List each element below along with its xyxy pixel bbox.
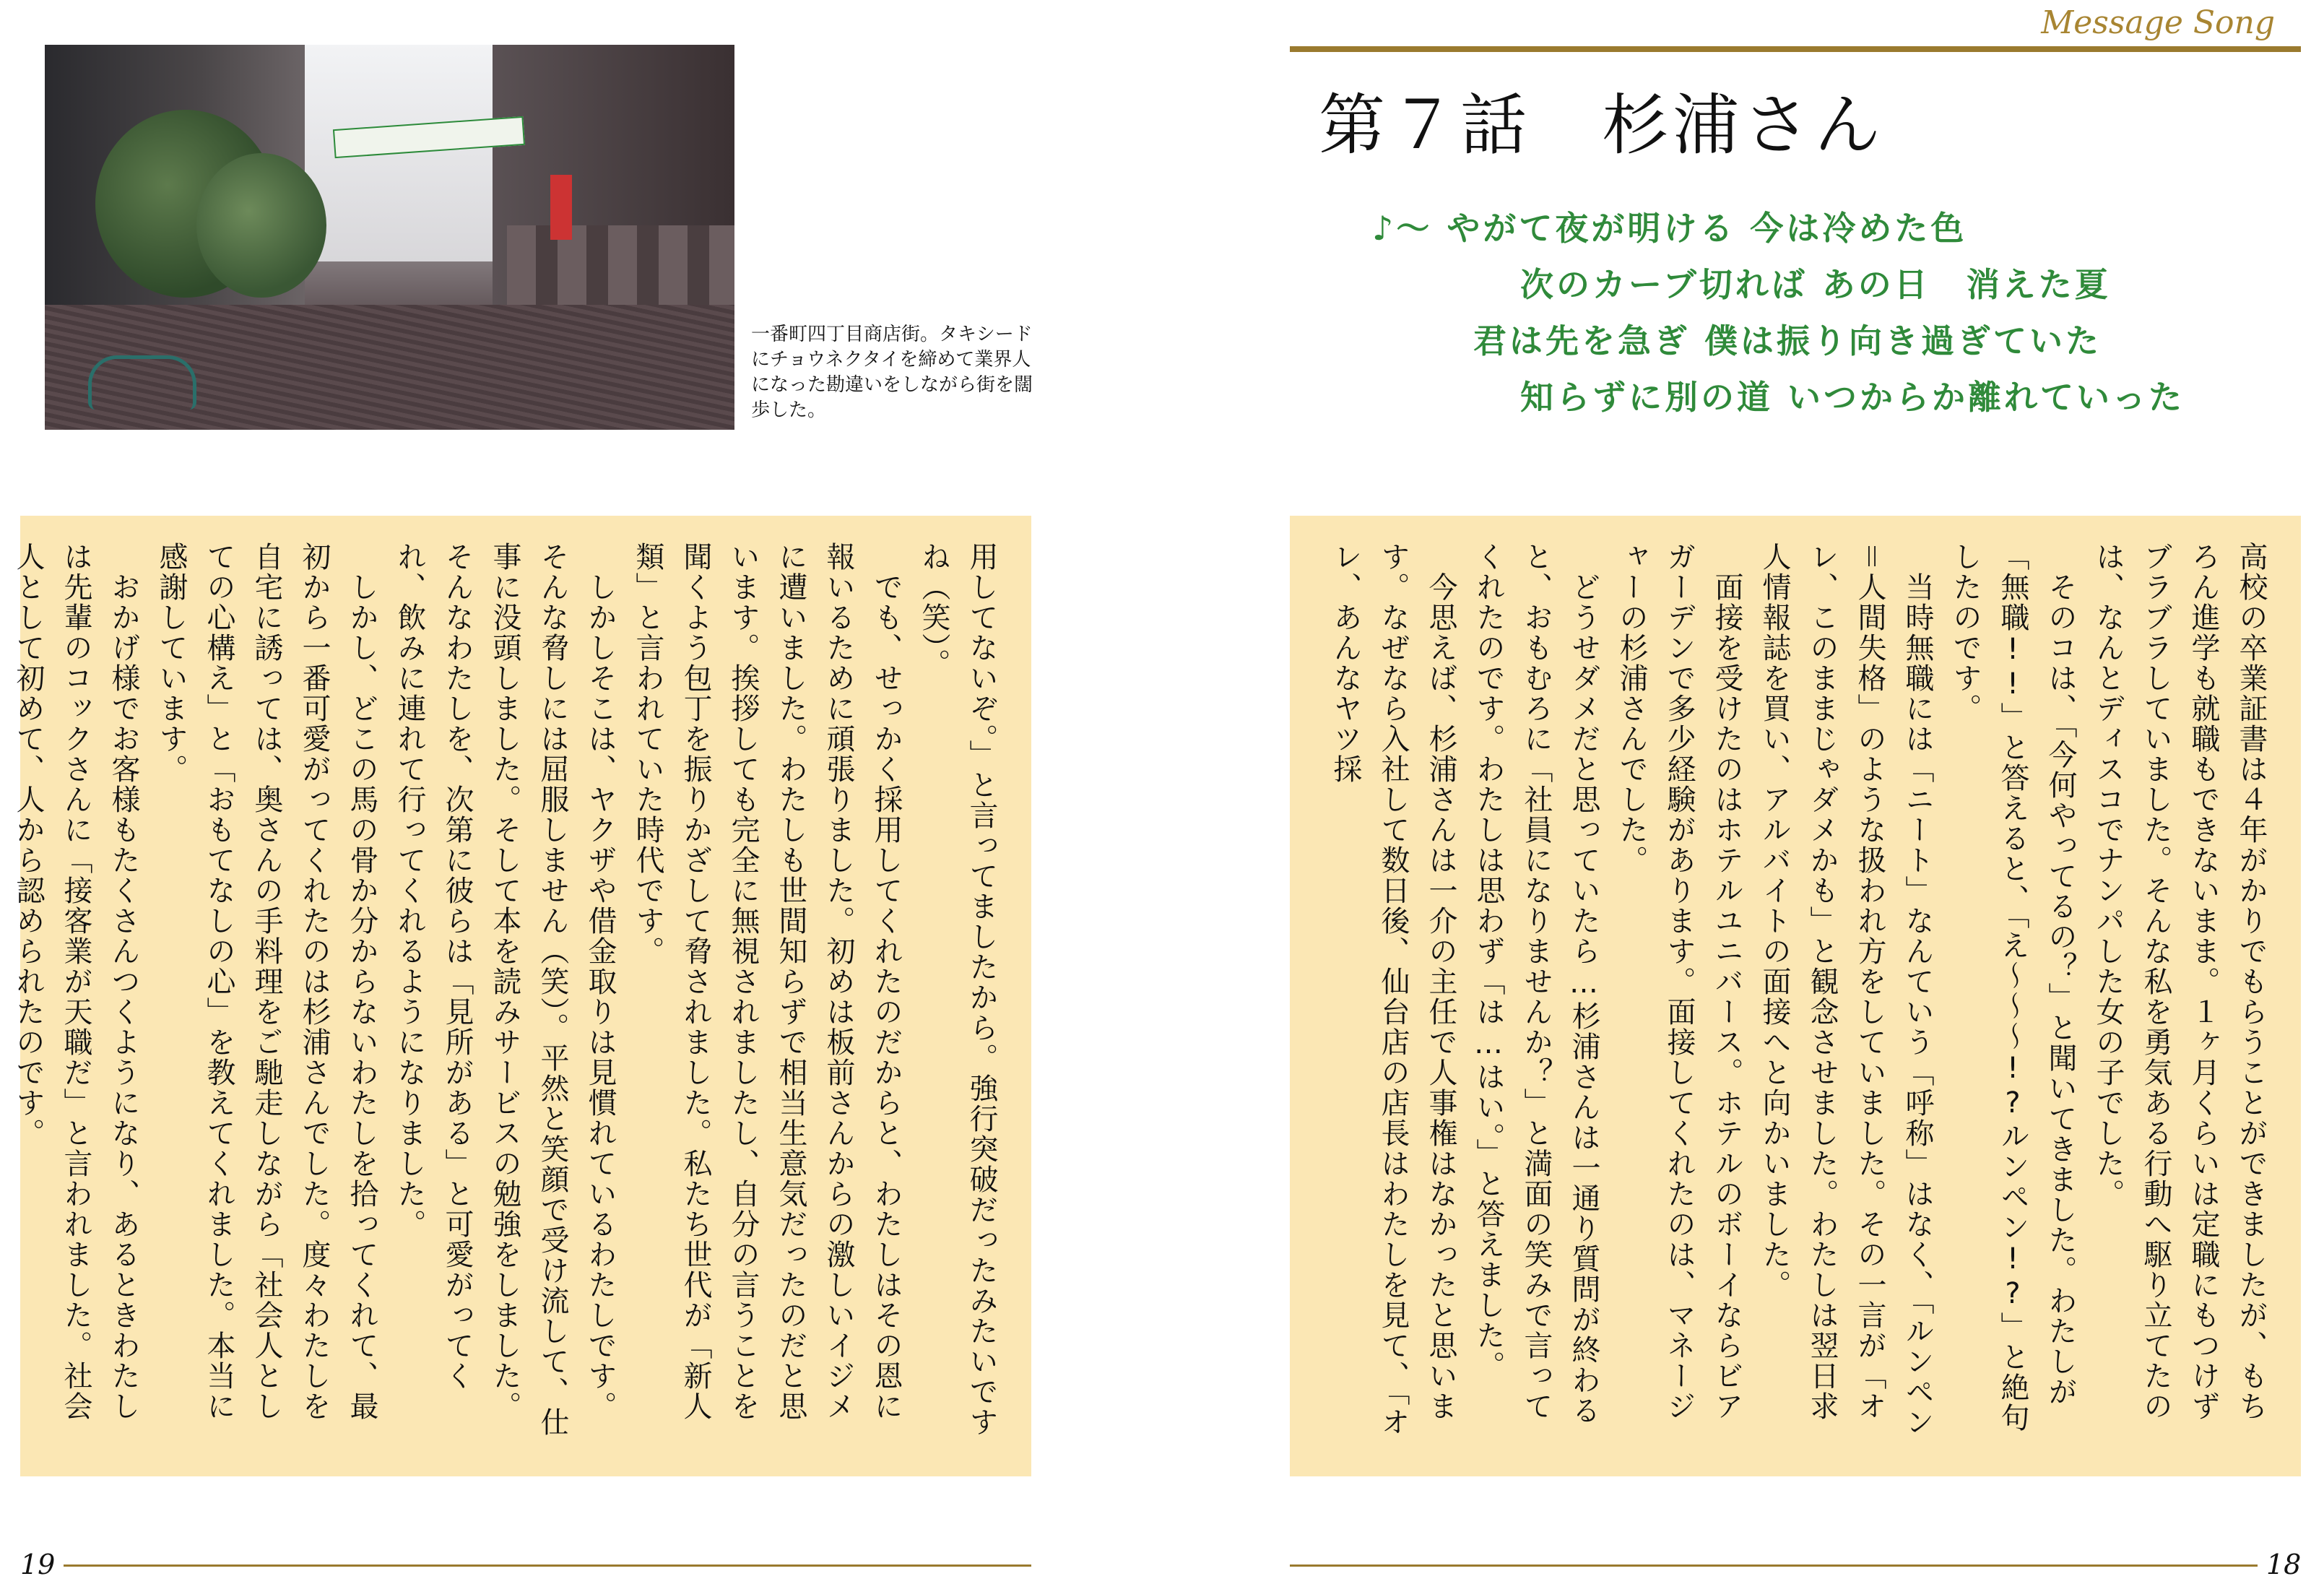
lyric-line: 次のカーブ切れば あの日 消えた夏 [1520, 265, 2111, 304]
footer-rule-right [1290, 1564, 2258, 1567]
header-rule [1290, 46, 2301, 52]
lyric-line: ♪～ やがて夜が明ける 今は冷めた色 [1372, 209, 1967, 248]
page-number-right: 18 [2266, 1549, 2302, 1580]
page-number-left: 19 [20, 1549, 56, 1580]
lyric-line: 君は先を急ぎ 僕は振り向き過ぎていた [1473, 321, 2102, 360]
footer-rule-left [64, 1564, 1031, 1567]
left-text-panel [12, 516, 1031, 1476]
running-head: Message Song [2041, 4, 2275, 41]
chapter-title: 第７話 杉浦さん [1319, 87, 1886, 164]
right-text-panel [1290, 516, 2301, 1476]
right-body-text: 高校の卒業証書は４年がかりでもらうことができましたが、もちろん進学も就職もできないまま。１ヶ月くらいは定職にもつけずブラブラしていました。そんな私を勇気ある行動へ駆り立てたのは、なんとディスコでナンパした女の子でした。 そのコは、「今何やってるの？」と聞いてきました。わたしが「無職!!」と答えると、「え～～～!?ルンペン!?」と絶句したのです。 当時無職には「ニート」なんていう「呼称」はなく、「ルンペン＝人間失格」のような扱われ方をしていました。その一言が「オレ、このままじゃダメかも」と観念させました。わたしは翌日求人情報誌を買い、アルバイトの面接へと向かいました。 面接を受けたのはホテルユニバース。ホテルのボーイならビアガーデンで多少経験があります。面接してくれたのは、マネージャーの杉浦さんでした。 どうせダメだと思っていたら…杉浦さんは一通り質問が終わると、おもむろに「社員になりませんか？」と満面の笑みで言ってくれたのです。わたしは思わず「は…はい。」と答えました。 今思えば、杉浦さんは一介の主任で人事権はなかったと思います。なぜなら入社して数日後、仙台店の店長はわたしを見て、「オレ、あんなヤツ採 [1329, 542, 2268, 1437]
lyric-line: 知らずに別の道 いつからか離れていった [1520, 378, 2185, 417]
street-photo [45, 45, 734, 430]
photo-caption: 一番町四丁目商店街。タキシードにチョウネクタイを締めて業界人になった勘違いをしながら街を闊歩した。 [751, 324, 1033, 421]
left-body-text: 用してないぞ。」と言ってましたから。強行突破だったみたいですね（笑）。 でも、せっかく採用してくれたのだからと、わたしはその恩に報いるために頑張りました。初めは板前さんからの激しいイジメに遭いました。わたしも世間知らずで相当生意気だったのだと思います。挨拶しても完全に無視されましたし、自分の言うことを聞くよう包丁を振りかざして脅されました。私たち世代が「新人類」と言われていた時代です。 しかしそこは、ヤクザや借金取りは見慣れているわたしです。そんな脅しには屈服しません（笑）。平然と笑顔で受け流して、仕事に没頭しました。そして本を読みサービスの勉強をしました。そんなわたしを、次第に彼らは「見所がある」と可愛がってくれ、飲みに連れて行ってくれるようになりました。 しかし、どこの馬の骨か分からないわたしを拾ってくれて、最初から一番可愛がってくれたのは杉浦さんでした。度々わたしを自宅に誘っては、奥さんの手料理をご馳走しながら「社会人としての心構え」と「おもてなしの心」を教えてくれました。本当に感謝しています。 おかげ様でお客様もたくさんつくようになり、あるときわたしは先輩のコックさんに「接客業が天職だ」と言われました。社会人として初めて、人から認められたのです。 [12, 542, 998, 1437]
